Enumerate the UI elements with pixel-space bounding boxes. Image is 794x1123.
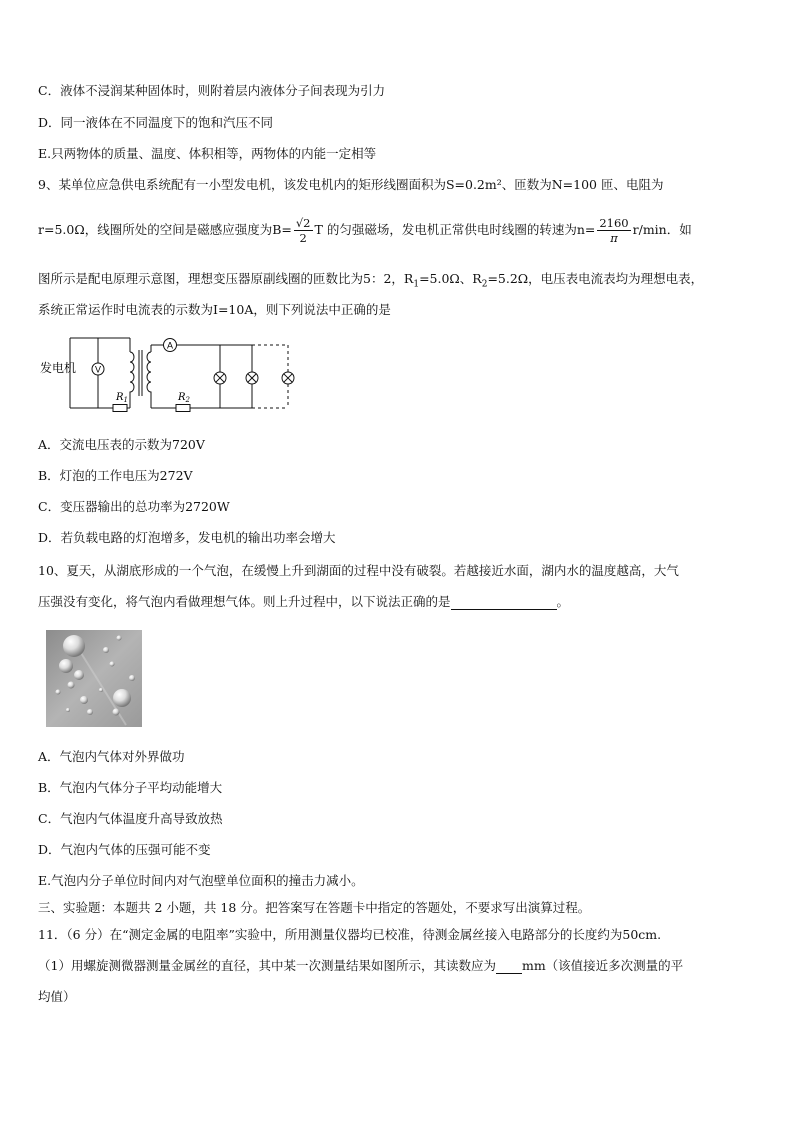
n-fraction	[597, 216, 630, 245]
r2-subscript: 2	[481, 279, 488, 290]
q10-option-c: C．气泡内气体温度升高导致放热	[38, 811, 223, 826]
q8-option-d: D．同一液体在不同温度下的饱和汽压不同	[38, 115, 274, 130]
b-denominator: 2	[299, 231, 307, 245]
q8-option-e: E.只两物体的质量、温度、体积相等，两物体的内能一定相等	[38, 146, 377, 161]
q11-text-unit: mm（该值接近多次测量的平	[521, 958, 684, 973]
q9-stem-line3	[38, 271, 703, 293]
q11-answer-blank	[496, 959, 522, 974]
q9-option-b: B．灯泡的工作电压为272V	[38, 468, 193, 483]
q11-text: （1）用螺旋测微器测量金属丝的直径，其中某一次测量结果如图所示，其读数应为	[38, 958, 496, 973]
q8-option-c: C．液体不浸润某种固体时，则附着层内液体分子间表现为引力	[38, 83, 386, 98]
q10-option-e: E.气泡内分子单位时间内对气泡壁单位面积的撞击力减小。	[38, 873, 364, 888]
q10-text: 压强没有变化，将气泡内看做理想气体。则上升过程中，以下说法正确的是	[38, 594, 451, 609]
bubbles-photo	[46, 630, 142, 727]
section-3-heading: 三、实验题：本题共 2 小题，共 18 分。把答案写在答题卡中指定的答题处，不要求写出演算过程。	[38, 900, 591, 915]
b-fraction	[294, 216, 313, 245]
ammeter-symbol	[164, 339, 177, 352]
resistor-r1	[113, 405, 127, 412]
q11-stem-line2	[38, 958, 683, 974]
q11-stem-line1: 11．（6 分）在“测定金属的电阻率”实验中，所用测量仪器均已校准，待测金属丝接入电路部分的长度约为50cm.	[38, 927, 662, 942]
b-numerator: √2	[295, 216, 311, 230]
q9-text-rpm: r/min．如	[632, 222, 692, 237]
lamp-3-icon	[282, 372, 294, 384]
q10-option-a: A．气泡内气体对外界做功	[38, 749, 185, 764]
resistor-r2	[176, 405, 190, 412]
r2-label: $R_2$	[178, 392, 190, 404]
q9-stem-line4: 系统正常运作时电流表的示数为I=10A，则下列说法中正确的是	[38, 302, 391, 317]
q9-text-b: r=5.0Ω，线圈所处的空间是磁感应强度为B=	[38, 222, 292, 237]
q10-stem-line2	[38, 594, 569, 610]
q11-stem-line3: 均值）	[38, 989, 76, 1004]
voltmeter-symbol	[92, 363, 104, 375]
q9-text-ratio: 图所示是配电原理示意图，理想变压器原副线圈的匝数比为5：2，R	[38, 271, 414, 286]
ammeter-label: A	[166, 340, 174, 351]
lamp-1-icon	[214, 372, 226, 384]
voltmeter-label: V	[94, 364, 102, 375]
q9-stem-line2	[38, 216, 692, 245]
circuit-diagram	[40, 330, 302, 416]
q10-option-b: B．气泡内气体分子平均动能增大	[38, 780, 223, 795]
q10-answer-blank	[451, 595, 557, 610]
q9-text-r2: =5.2Ω，电压表电流表均为理想电表，	[487, 271, 704, 286]
q9-option-c: C．变压器输出的总功率为2720W	[38, 499, 230, 514]
r1-subscript: 1	[413, 279, 420, 290]
q10-period: 。	[556, 594, 570, 609]
r1-label: $R_1$	[116, 392, 128, 404]
lamp-2-icon	[246, 372, 258, 384]
q9-text-r1: =5.0Ω、R	[419, 271, 482, 286]
q10-stem-line1: 10、夏天，从湖底形成的一个气泡，在缓慢上升到湖面的过程中没有破裂。若越接近水面，湖内水的温度越高，大气	[38, 563, 679, 578]
q9-text-n: T 的匀强磁场，发电机正常供电时线圈的转速为n=	[314, 222, 596, 237]
n-numerator: 2160	[599, 216, 629, 230]
q9-option-d: D．若负载电路的灯泡增多，发电机的输出功率会增大	[38, 530, 336, 545]
generator-label: 发电机	[40, 361, 77, 375]
n-denominator: π	[610, 231, 618, 245]
q10-option-d: D．气泡内气体的压强可能不变	[38, 842, 211, 857]
q9-stem-line1: 9、某单位应急供电系统配有一小型发电机，该发电机内的矩形线圈面积为S=0.2m²、匝数为N=100 匝、电阻为	[38, 177, 664, 192]
q9-option-a: A．交流电压表的示数为720V	[38, 437, 205, 452]
